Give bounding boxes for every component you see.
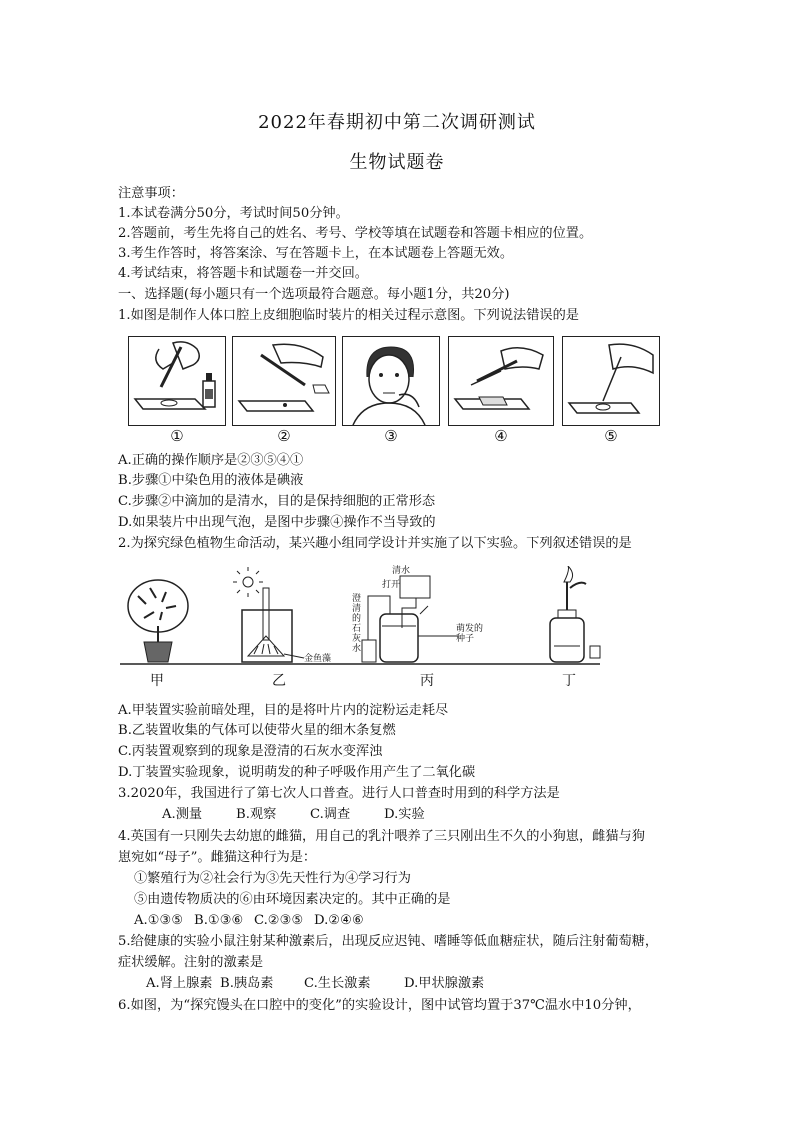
q6-stem: 6.如图，为“探究馒头在口腔中的变化”的实验设计，图中试管均置于37℃温水中10分钟， xyxy=(118,998,641,1013)
exam-subtitle: 生物试题卷 xyxy=(349,152,445,173)
q5-options xyxy=(146,975,706,993)
water-label: 清水 xyxy=(392,566,411,576)
q4-option-a: A.①③⑤ xyxy=(134,913,184,928)
q1-option-a: A.正确的操作顺序是②③⑤④① xyxy=(118,453,304,468)
q5-option-c: C.生长激素 xyxy=(304,976,371,991)
coverslip-illustration xyxy=(448,336,554,426)
step-label: ① xyxy=(170,427,184,445)
rinse-mouth-illustration xyxy=(342,336,440,426)
q1-step-2 xyxy=(232,336,336,445)
q4-option-b: B.①③⑥ xyxy=(194,913,244,928)
q5-option-a: A.肾上腺素 xyxy=(146,976,213,991)
staining-illustration xyxy=(128,336,226,426)
q4-option-c: C.②③⑤ xyxy=(254,913,304,928)
open-label: 打开 xyxy=(382,580,401,590)
q1-stem: 1.如图是制作人体口腔上皮细胞临时装片的相关过程示意图。下列说法错误的是 xyxy=(118,308,579,323)
goldfish-weed-apparatus xyxy=(233,567,304,662)
q4-choices: ①繁殖行为②社会行为③先天性行为④学习行为 xyxy=(134,871,411,886)
q5-option-b: B.胰岛素 xyxy=(220,976,274,991)
notice-item: 3.考生作答时，将答案涂、写在答题卡上，在本试题卷上答题无效。 xyxy=(118,246,514,261)
q1-option-d: D.如果装片中出现气泡，是图中步骤④操作不当导致的 xyxy=(118,515,436,530)
germinating-seeds-apparatus xyxy=(550,566,600,662)
q2-option-b: B.乙装置收集的气体可以使带火星的细木条复燃 xyxy=(118,723,396,738)
step-label: ③ xyxy=(384,427,398,445)
q2-option-a: A.甲装置实验前暗处理，目的是将叶片内的淀粉运走耗尽 xyxy=(118,703,449,718)
limewater-apparatus xyxy=(362,576,458,662)
notice-heading: 注意事项： xyxy=(118,186,184,201)
q1-figure xyxy=(128,336,660,445)
q3-stem: 3.2020年，我国进行了第七次人口普查。进行人口普查时用到的科学方法是 xyxy=(118,786,560,801)
q1-option-c: C.步骤②中滴加的是清水，目的是保持细胞的正常形态 xyxy=(118,494,436,509)
q1-option-b: B.步骤①中染色用的液体是碘液 xyxy=(118,473,304,488)
q4-option-d: D.②④⑥ xyxy=(314,913,364,928)
potted-plant-illustration xyxy=(128,580,188,662)
q3-option-b: B.观察 xyxy=(236,807,277,822)
step-label: ⑤ xyxy=(604,427,618,445)
q1-step-5 xyxy=(562,336,660,445)
q4-options xyxy=(134,912,694,930)
q1-step-4 xyxy=(448,336,554,445)
dropper-illustration xyxy=(232,336,336,426)
notice-item: 1.本试卷满分50分，考试时间50分钟。 xyxy=(118,206,349,221)
q3-option-d: D.实验 xyxy=(384,807,425,822)
notice-item: 4.考试结束，将答题卡和试题卷一并交回。 xyxy=(118,266,368,281)
step-label: ④ xyxy=(494,427,508,445)
q3-options xyxy=(162,806,722,824)
q3-option-a: A.测量 xyxy=(162,807,203,822)
q4-stem: 4.英国有一只刚失去幼崽的雌猫，用自己的乳汁喂养了三只刚出生不久的小狗崽，雌猫与狗 xyxy=(118,829,645,844)
notice-item: 2.答题前，考生先将自己的姓名、考号、学校等填在试题卷和答题卡相应的位置。 xyxy=(118,226,593,241)
figure-label-ding: 丁 xyxy=(562,673,576,689)
figure-label-bing: 丙 xyxy=(420,673,434,689)
q4-choices-cont: ⑤由遗传物质决的⑥由环境因素决定的。其中正确的是 xyxy=(134,892,451,907)
step-label: ② xyxy=(277,427,291,445)
q5-stem: 5.给健康的实验小鼠注射某种激素后，出现反应迟钝、嗜睡等低血糖症状，随后注射葡萄糖， xyxy=(118,934,659,949)
figure-label-jia: 甲 xyxy=(150,673,164,689)
figure-label-yi: 乙 xyxy=(272,673,286,689)
q5-option-d: D.甲状腺激素 xyxy=(404,976,485,991)
seeds-label: 萌发的种子 xyxy=(456,624,484,644)
toothpick-illustration xyxy=(562,336,660,426)
q5-stem-cont: 症状缓解。注射的激素是 xyxy=(118,955,264,970)
q2-option-d: D.丁装置实验现象，说明萌发的种子呼吸作用产生了二氧化碳 xyxy=(118,765,476,780)
section-heading: 一、选择题(每小题只有一个选项最符合题意。每小题1分，共20分) xyxy=(118,287,510,302)
q2-figure xyxy=(120,566,620,694)
q2-stem: 2.为探究绿色植物生命活动，某兴趣小组同学设计并实施了以下实验。下列叙述错误的是 xyxy=(118,536,632,551)
limewater-label: 澄清的石灰水 xyxy=(352,594,362,654)
q1-step-1 xyxy=(128,336,226,445)
q3-option-c: C.调查 xyxy=(310,807,351,822)
q1-step-3 xyxy=(342,336,440,445)
q2-option-c: C.丙装置观察到的现象是澄清的石灰水变浑浊 xyxy=(118,744,383,759)
goldfish-weed-label: 金鱼藻 xyxy=(304,654,332,664)
q4-stem-cont: 崽宛如“母子”。雌猫这种行为是： xyxy=(118,850,317,865)
exam-title: 2022年春期初中第二次调研测试 xyxy=(258,112,536,133)
